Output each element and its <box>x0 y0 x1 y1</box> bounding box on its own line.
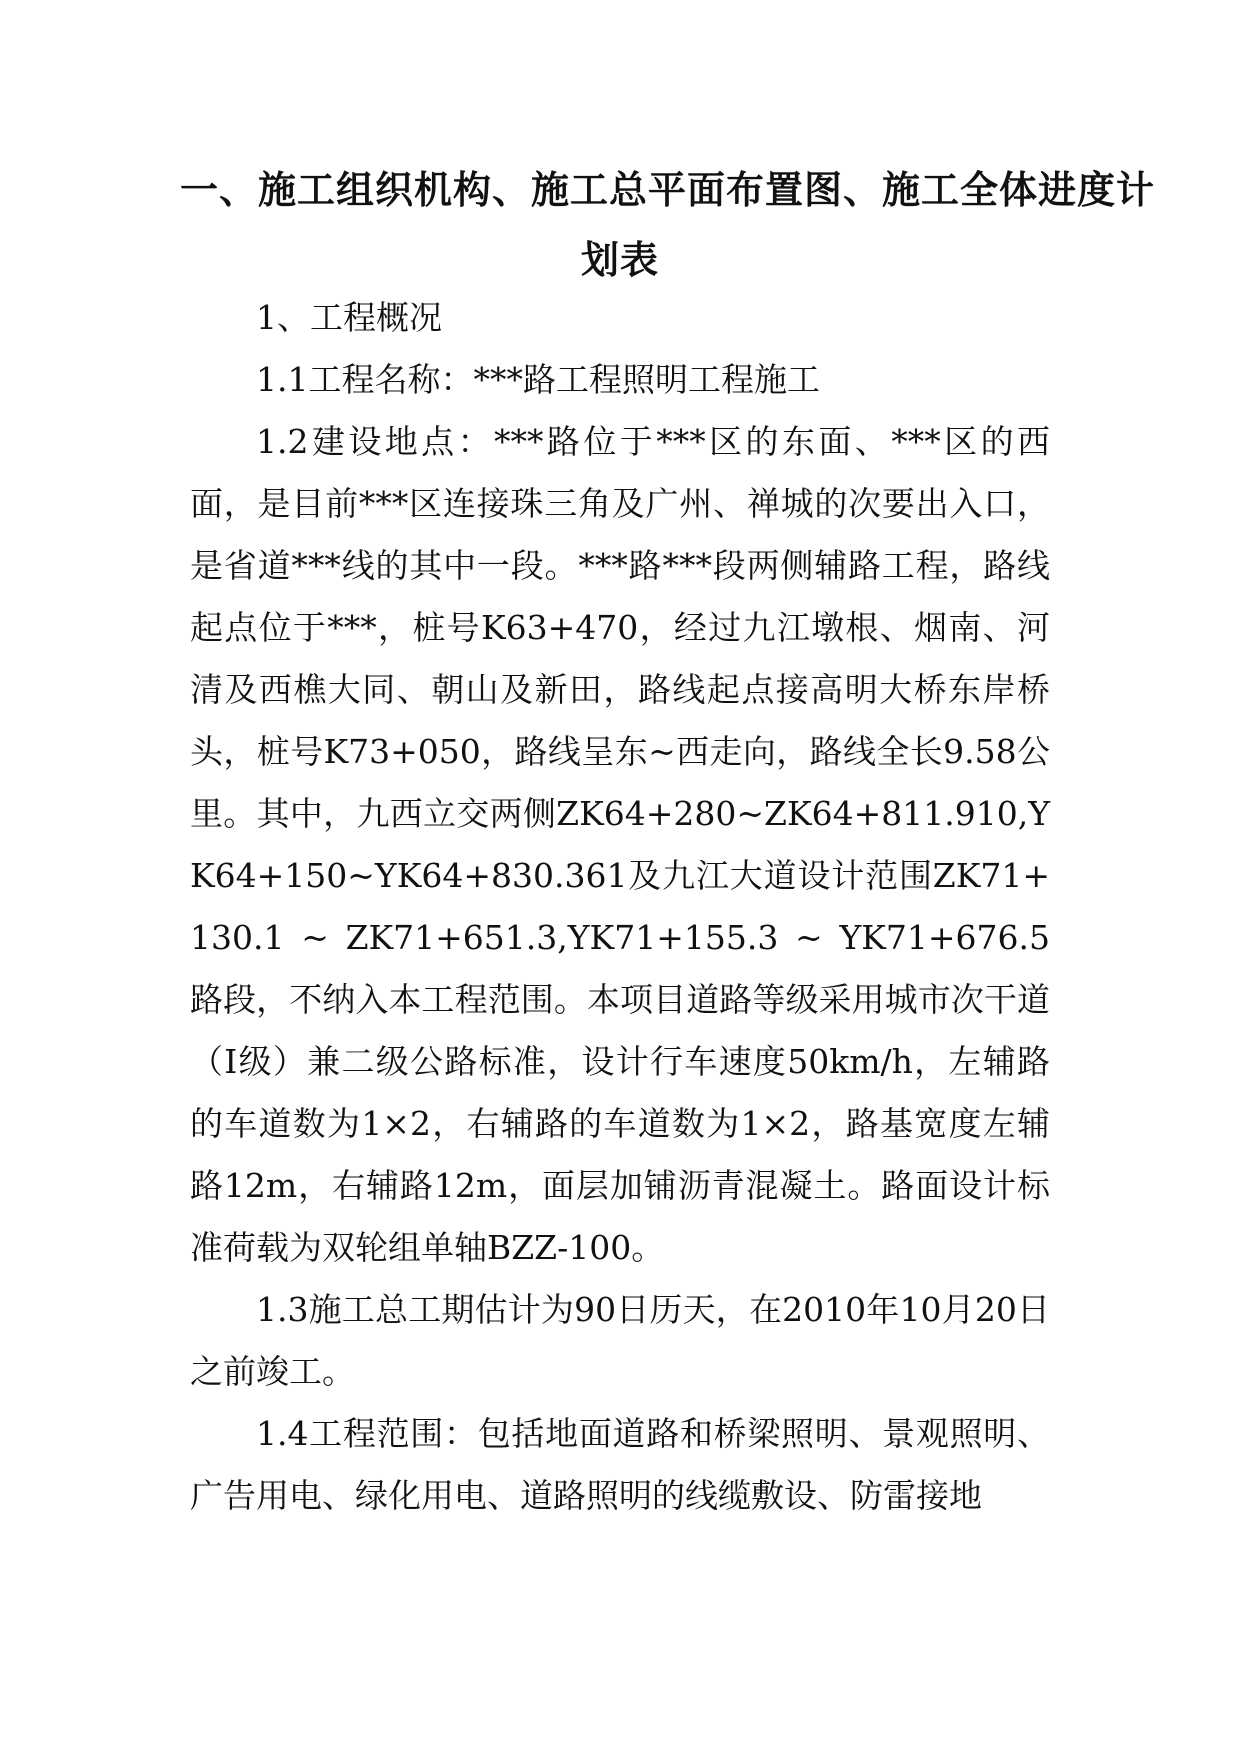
document-title <box>180 155 1156 295</box>
title-line-1: 一、施工组织机构、施工总平面布置图、施工全体进度计 <box>180 168 1156 212</box>
title-line-2: 划表 <box>580 238 659 282</box>
paragraph-project-scope: 1.4工程范围：包括地面道路和桥梁照明、景观照明、广告用电、绿化用电、道路照明的线缆敷设、防雷接地 <box>190 1414 1050 1515</box>
paragraph-construction-period: 1.3施工总工期估计为90日历天，在2010年10月20日之前竣工。 <box>190 1290 1050 1391</box>
paragraph-construction-site: 1.2建设地点：***路位于***区的东面、***区的西面，是目前***区连接珠三角及广州、禅城的次要出入口，是省道***线的其中一段。***路***段两侧辅路工程，路线起点位于***，桩号K63+470，经过九江墩根、烟南、河清及西樵大同、朝山及新田，路线起点接高明大桥东岸桥头，桩号K73+050，路线呈东~西走向，路线全长9.58公里。其中，九西立交两侧ZK64+280~ZK64+811.910,YK64+150~YK64+830.361及九江大道设计范围ZK71+130.1 ~ ZK71+651.3,YK71+155.3 ~ YK71+676.5路段，不纳入本工程范围。本项目道路等级采用城市次干道（Ⅰ级）兼二级公路标准，设计行车速度50km/h，左辅路的车道数为1×2，右辅路的车道数为1×2，路基宽度左辅路12m，右辅路12m，面层加铺沥青混凝土。路面设计标准荷载为双轮组单轴BZZ-100。 <box>190 422 1051 1267</box>
document-body <box>190 287 1050 1527</box>
paragraph-project-name: 1.1工程名称：***路工程照明工程施工 <box>256 360 820 399</box>
section-heading-overview: 1、工程概况 <box>256 298 442 337</box>
